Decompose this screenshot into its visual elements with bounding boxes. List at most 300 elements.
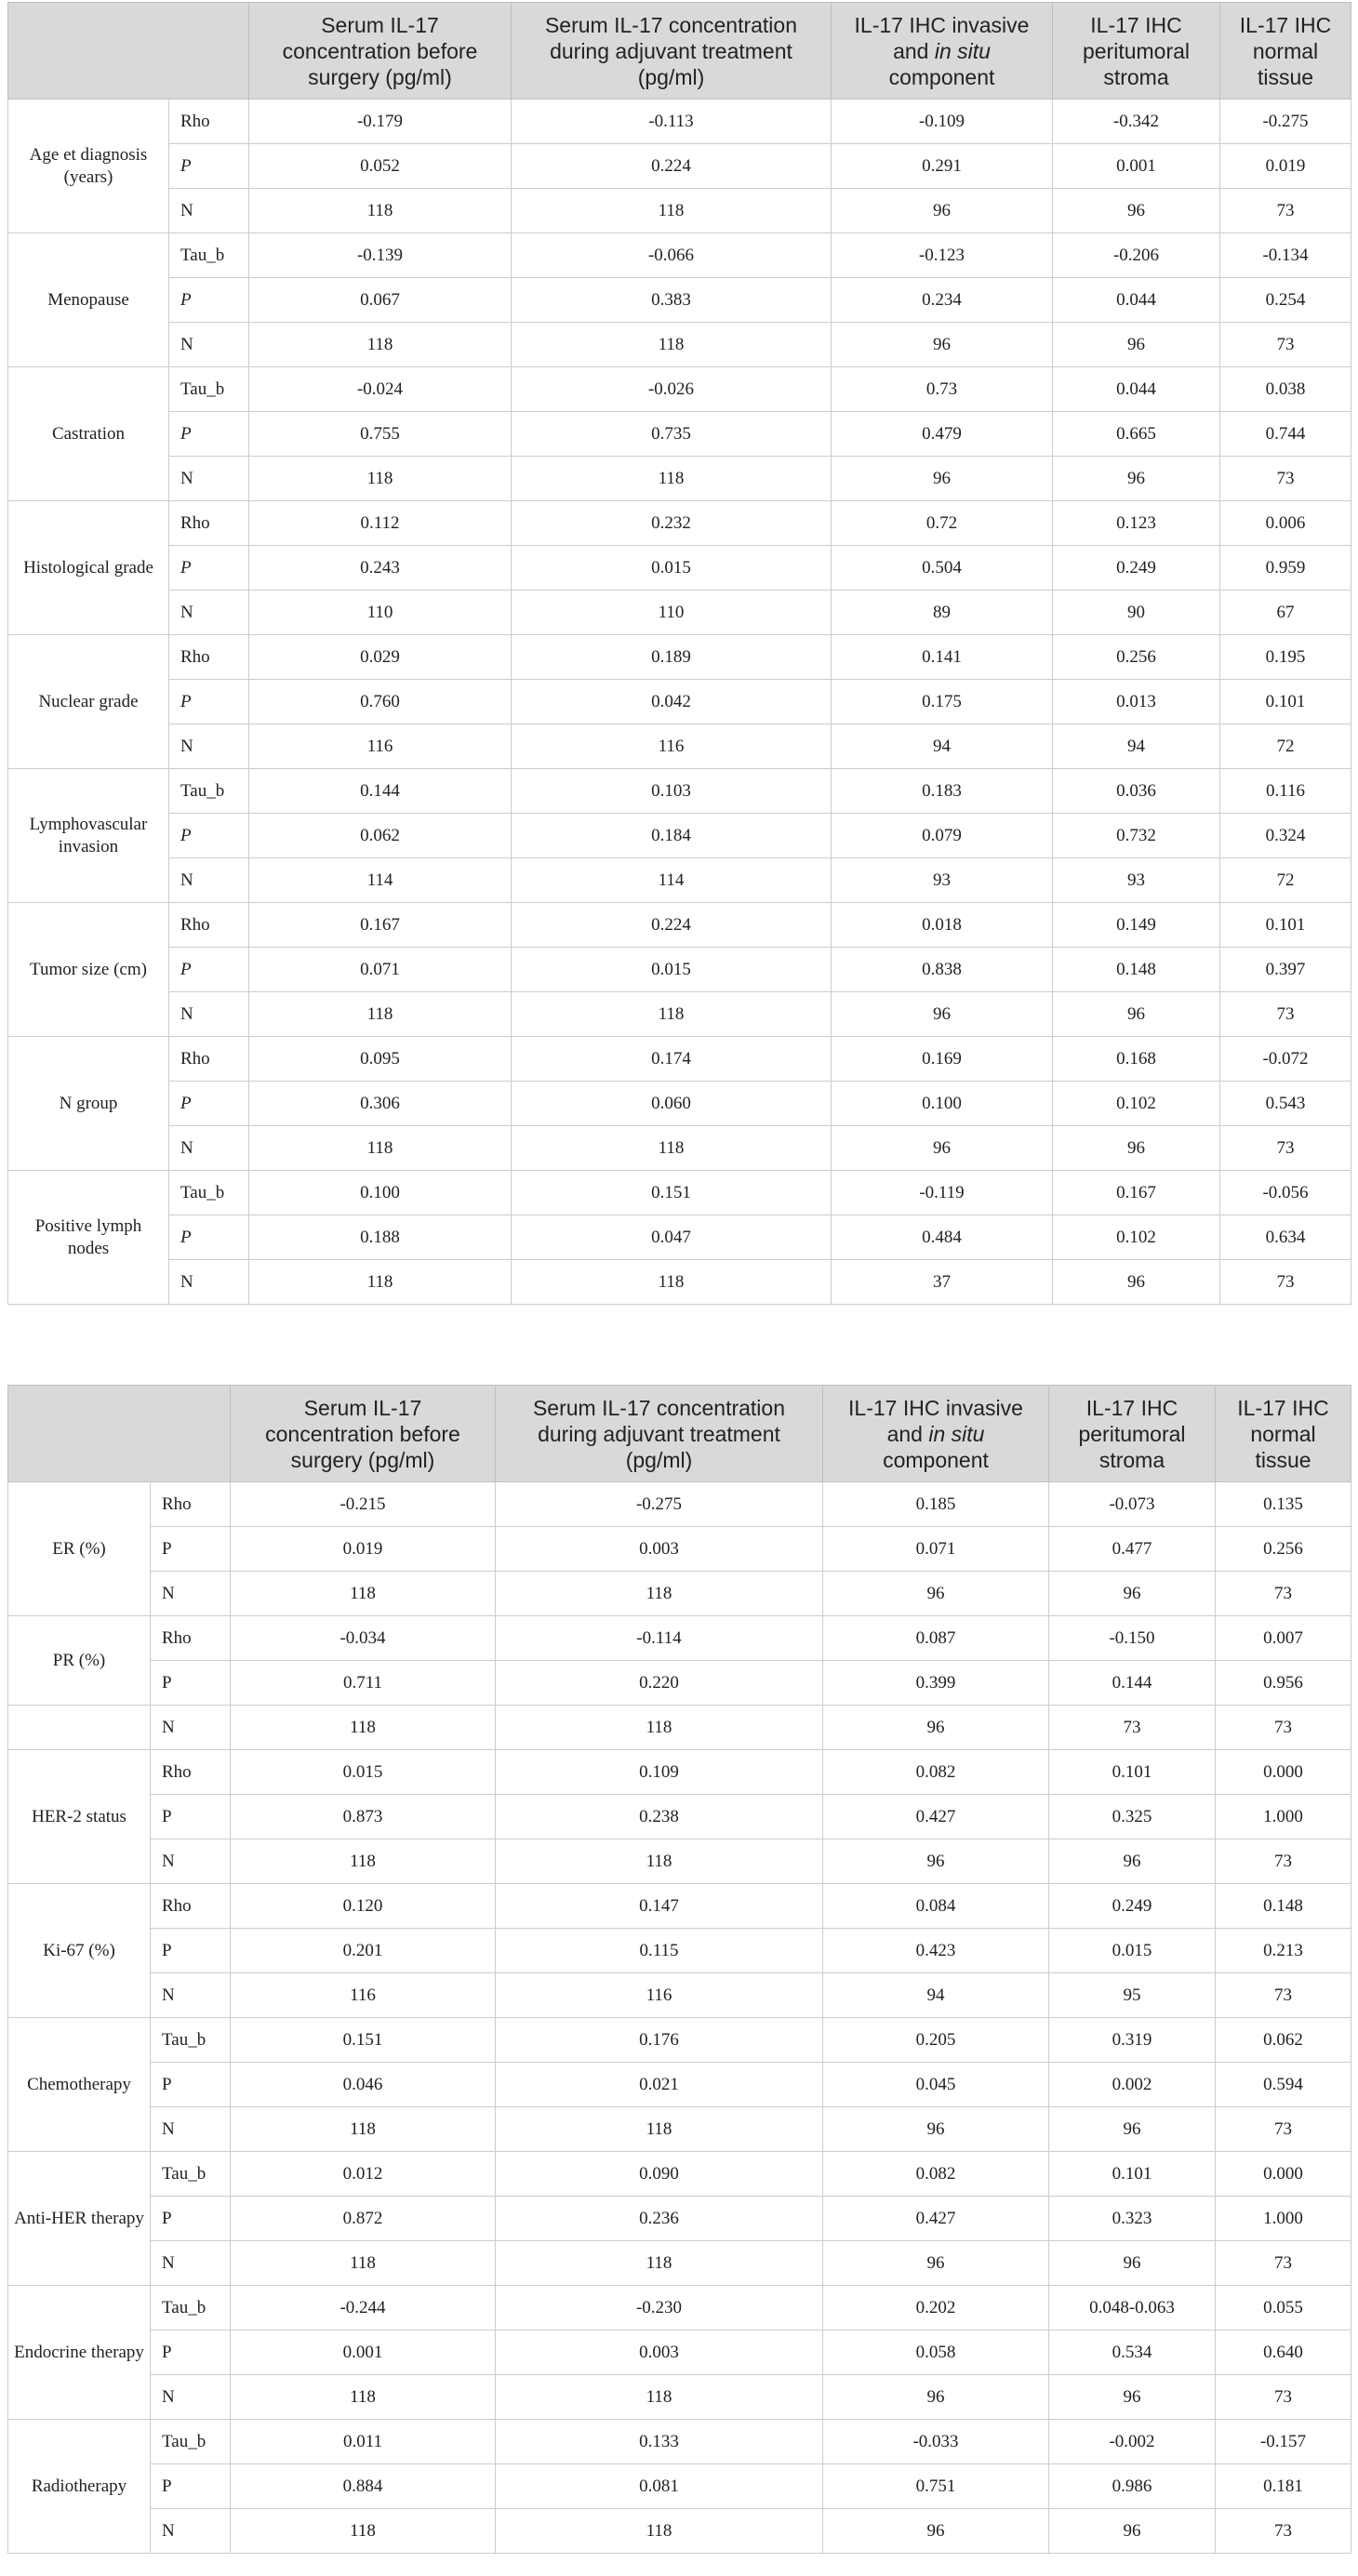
value-cell: 73 xyxy=(1216,2107,1351,2152)
value-cell: 96 xyxy=(823,2375,1049,2420)
value-cell: 0.236 xyxy=(496,2197,823,2241)
table-row xyxy=(8,1082,1351,1126)
column-header: IL-17 IHC normal tissue xyxy=(1220,3,1351,100)
value-cell: 0.018 xyxy=(832,903,1053,948)
value-cell: 0.095 xyxy=(249,1037,512,1082)
stat-label: Rho xyxy=(169,501,249,546)
value-cell: -0.034 xyxy=(231,1616,496,1661)
value-cell: 96 xyxy=(832,992,1053,1037)
value-cell: 116 xyxy=(249,724,512,769)
value-cell: 0.167 xyxy=(1053,1171,1220,1215)
value-cell: 0.872 xyxy=(231,2197,496,2241)
value-cell: 0.006 xyxy=(1220,501,1351,546)
table-row xyxy=(8,412,1351,457)
value-cell: 0.168 xyxy=(1053,1037,1220,1082)
value-cell: 0.234 xyxy=(832,278,1053,323)
value-cell: 118 xyxy=(249,323,512,367)
value-cell: 0.101 xyxy=(1220,903,1351,948)
value-cell: 0.873 xyxy=(231,1795,496,1839)
table-row xyxy=(8,1973,1351,2018)
value-cell: 73 xyxy=(1216,1973,1351,2018)
value-cell: 73 xyxy=(1049,1706,1216,1750)
value-cell: 0.534 xyxy=(1049,2330,1216,2375)
value-cell: 118 xyxy=(512,1126,832,1171)
value-cell: -0.139 xyxy=(249,233,512,278)
value-cell: 0.102 xyxy=(1053,1082,1220,1126)
value-cell: -0.275 xyxy=(496,1482,823,1527)
value-cell: 118 xyxy=(249,1126,512,1171)
value-cell: 0.185 xyxy=(823,1482,1049,1527)
table-row xyxy=(8,278,1351,323)
in-situ-italic: in situ xyxy=(928,1421,985,1446)
value-cell: -0.123 xyxy=(832,233,1053,278)
value-cell: 0.120 xyxy=(231,1884,496,1929)
value-cell: 118 xyxy=(249,992,512,1037)
value-cell: 118 xyxy=(231,2241,496,2286)
stat-label: N xyxy=(151,2375,231,2420)
table-row xyxy=(8,2420,1351,2464)
value-cell: -0.026 xyxy=(512,367,832,412)
value-cell: 118 xyxy=(496,1839,823,1884)
value-cell: 96 xyxy=(823,2241,1049,2286)
value-cell: 0.634 xyxy=(1220,1215,1351,1260)
value-cell: 0.084 xyxy=(823,1884,1049,1929)
value-cell: 96 xyxy=(823,1706,1049,1750)
value-cell: 0.383 xyxy=(512,278,832,323)
value-cell: 118 xyxy=(496,2509,823,2554)
value-cell: 0.232 xyxy=(512,501,832,546)
row-group-label: Menopause xyxy=(8,233,169,367)
value-cell: 72 xyxy=(1220,724,1351,769)
value-cell: 0.141 xyxy=(832,635,1053,680)
value-cell: 0.256 xyxy=(1216,1527,1351,1572)
value-cell: -0.134 xyxy=(1220,233,1351,278)
table-row xyxy=(8,1929,1351,1973)
value-cell: 96 xyxy=(1053,1260,1220,1305)
value-cell: 0.594 xyxy=(1216,2063,1351,2107)
value-cell: 0.224 xyxy=(512,903,832,948)
value-cell: 0.011 xyxy=(231,2420,496,2464)
table-row xyxy=(8,546,1351,591)
row-group-label: Age et diagnosis (years) xyxy=(8,100,169,233)
value-cell: 0.640 xyxy=(1216,2330,1351,2375)
value-cell: 0.397 xyxy=(1220,948,1351,992)
value-cell: 0.087 xyxy=(823,1616,1049,1661)
table-row xyxy=(8,1572,1351,1616)
value-cell: 0.015 xyxy=(512,948,832,992)
table-2-header-row xyxy=(8,1386,1351,1482)
value-cell: 0.213 xyxy=(1216,1929,1351,1973)
stat-label: P xyxy=(151,2464,231,2509)
value-cell: 0.423 xyxy=(823,1929,1049,1973)
value-cell: 96 xyxy=(1053,457,1220,501)
value-cell: 96 xyxy=(832,189,1053,233)
value-cell: 0.071 xyxy=(823,1527,1049,1572)
table-row xyxy=(8,457,1351,501)
value-cell: 0.019 xyxy=(231,1527,496,1572)
value-cell: 0.986 xyxy=(1049,2464,1216,2509)
value-cell: 0.058 xyxy=(823,2330,1049,2375)
table-row xyxy=(8,2286,1351,2330)
stat-label: N xyxy=(151,2509,231,2554)
value-cell: -0.066 xyxy=(512,233,832,278)
value-cell: 0.319 xyxy=(1049,2018,1216,2063)
value-cell: 96 xyxy=(1053,323,1220,367)
table-row xyxy=(8,2063,1351,2107)
value-cell: 118 xyxy=(496,2375,823,2420)
table-row xyxy=(8,2464,1351,2509)
value-cell: 93 xyxy=(1053,858,1220,903)
stat-label: Tau_b xyxy=(169,769,249,814)
stat-label: N xyxy=(169,189,249,233)
value-cell: 96 xyxy=(1053,992,1220,1037)
row-group-label: PR (%) xyxy=(8,1616,151,1706)
value-cell: 118 xyxy=(496,2107,823,2152)
value-cell: 110 xyxy=(512,591,832,635)
stat-label: P xyxy=(151,1661,231,1706)
value-cell: -0.114 xyxy=(496,1616,823,1661)
table-row xyxy=(8,2018,1351,2063)
value-cell: 0.055 xyxy=(1216,2286,1351,2330)
value-cell: 0.838 xyxy=(832,948,1053,992)
value-cell: 0.427 xyxy=(823,1795,1049,1839)
value-cell: 116 xyxy=(496,1973,823,2018)
value-cell: 0.149 xyxy=(1053,903,1220,948)
table-row xyxy=(8,100,1351,144)
table-row xyxy=(8,635,1351,680)
table-2-body xyxy=(8,1482,1351,2554)
value-cell: 0.101 xyxy=(1220,680,1351,724)
table-1-header-row xyxy=(8,3,1351,100)
value-cell: 0.183 xyxy=(832,769,1053,814)
value-cell: 118 xyxy=(249,189,512,233)
value-cell: 0.015 xyxy=(231,1750,496,1795)
column-header: IL-17 IHC normal tissue xyxy=(1216,1386,1351,1482)
value-cell: 0.062 xyxy=(1216,2018,1351,2063)
stat-label: P xyxy=(151,1527,231,1572)
corner-header xyxy=(8,1386,231,1482)
value-cell: 118 xyxy=(231,2509,496,2554)
value-cell: 0.109 xyxy=(496,1750,823,1795)
stat-label: P xyxy=(169,278,249,323)
stat-label: Rho xyxy=(169,635,249,680)
table-row xyxy=(8,1839,1351,1884)
table-row xyxy=(8,769,1351,814)
column-header: Serum IL-17 concentration during adjuvant treatment (pg/ml) xyxy=(512,3,832,100)
row-group-label: Endocrine therapy xyxy=(8,2286,151,2420)
value-cell: 93 xyxy=(832,858,1053,903)
value-cell: 0.220 xyxy=(496,1661,823,1706)
column-header: IL-17 IHC invasive and in situ component xyxy=(832,3,1053,100)
value-cell: 0.015 xyxy=(512,546,832,591)
value-cell: 73 xyxy=(1216,2375,1351,2420)
table-row xyxy=(8,2241,1351,2286)
value-cell: 0.044 xyxy=(1053,367,1220,412)
stat-label: Rho xyxy=(151,1482,231,1527)
value-cell: 0.019 xyxy=(1220,144,1351,189)
value-cell: 0.249 xyxy=(1049,1884,1216,1929)
value-cell: 0.195 xyxy=(1220,635,1351,680)
value-cell: 0.021 xyxy=(496,2063,823,2107)
value-cell: 0.062 xyxy=(249,814,512,858)
table-row xyxy=(8,1706,1351,1750)
value-cell: -0.119 xyxy=(832,1171,1053,1215)
value-cell: 0.100 xyxy=(832,1082,1053,1126)
value-cell: 0.012 xyxy=(231,2152,496,2197)
value-cell: 0.115 xyxy=(496,1929,823,1973)
table-row xyxy=(8,1171,1351,1215)
table-row xyxy=(8,2107,1351,2152)
value-cell: 0.038 xyxy=(1220,367,1351,412)
value-cell: 0.103 xyxy=(512,769,832,814)
stat-label: P xyxy=(169,412,249,457)
row-group-label: Radiotherapy xyxy=(8,2420,151,2554)
value-cell: 96 xyxy=(1049,1572,1216,1616)
value-cell: 73 xyxy=(1220,1126,1351,1171)
table-row xyxy=(8,992,1351,1037)
value-cell: 1.000 xyxy=(1216,2197,1351,2241)
value-cell: 0.254 xyxy=(1220,278,1351,323)
value-cell: 73 xyxy=(1216,1572,1351,1616)
value-cell: 96 xyxy=(823,2107,1049,2152)
stat-label: N xyxy=(169,858,249,903)
value-cell: 0.543 xyxy=(1220,1082,1351,1126)
stat-label: Tau_b xyxy=(169,367,249,412)
value-cell: -0.244 xyxy=(231,2286,496,2330)
table-row xyxy=(8,814,1351,858)
value-cell: 0.188 xyxy=(249,1215,512,1260)
value-cell: -0.342 xyxy=(1053,100,1220,144)
value-cell: 0.046 xyxy=(231,2063,496,2107)
value-cell: 0.079 xyxy=(832,814,1053,858)
value-cell: 0.100 xyxy=(249,1171,512,1215)
table-2 xyxy=(7,1385,1351,2554)
table-row xyxy=(8,1616,1351,1661)
value-cell: 96 xyxy=(1053,1126,1220,1171)
value-cell: 0.067 xyxy=(249,278,512,323)
value-cell: 0.711 xyxy=(231,1661,496,1706)
stat-label: P xyxy=(169,1215,249,1260)
row-group-label: Positive lymph nodes xyxy=(8,1171,169,1305)
table-row xyxy=(8,144,1351,189)
row-group-label: HER-2 status xyxy=(8,1750,151,1884)
stat-label: P xyxy=(169,1082,249,1126)
value-cell: 0.176 xyxy=(496,2018,823,2063)
value-cell: 0.112 xyxy=(249,501,512,546)
table-row xyxy=(8,948,1351,992)
value-cell: -0.109 xyxy=(832,100,1053,144)
value-cell: 0.101 xyxy=(1049,2152,1216,2197)
stat-label: N xyxy=(169,992,249,1037)
value-cell: 0.732 xyxy=(1053,814,1220,858)
value-cell: 73 xyxy=(1220,457,1351,501)
value-cell: 96 xyxy=(832,1126,1053,1171)
value-cell: 96 xyxy=(1049,2375,1216,2420)
value-cell: 118 xyxy=(249,1260,512,1305)
value-cell: 0.169 xyxy=(832,1037,1053,1082)
value-cell: 0.001 xyxy=(1053,144,1220,189)
value-cell: 0.144 xyxy=(249,769,512,814)
value-cell: 0.184 xyxy=(512,814,832,858)
value-cell: -0.230 xyxy=(496,2286,823,2330)
in-situ-italic: in situ xyxy=(934,38,991,63)
stat-label: N xyxy=(169,457,249,501)
value-cell: 96 xyxy=(823,1572,1049,1616)
row-group-label: Chemotherapy xyxy=(8,2018,151,2152)
corner-header xyxy=(8,3,249,100)
table-row xyxy=(8,1037,1351,1082)
value-cell: 0.175 xyxy=(832,680,1053,724)
value-cell: 0.324 xyxy=(1220,814,1351,858)
stat-label: Rho xyxy=(151,1884,231,1929)
stat-label: Tau_b xyxy=(169,1171,249,1215)
value-cell: 118 xyxy=(231,1839,496,1884)
stat-label: P xyxy=(169,680,249,724)
value-cell: -0.113 xyxy=(512,100,832,144)
value-cell: -0.033 xyxy=(823,2420,1049,2464)
value-cell: 0.479 xyxy=(832,412,1053,457)
value-cell: 73 xyxy=(1220,992,1351,1037)
value-cell: 116 xyxy=(231,1973,496,2018)
stat-label: N xyxy=(151,1839,231,1884)
table-1 xyxy=(7,2,1351,1305)
value-cell: 0.399 xyxy=(823,1661,1049,1706)
value-cell: 0.201 xyxy=(231,1929,496,1973)
value-cell: 0.291 xyxy=(832,144,1053,189)
column-header: IL-17 IHC peritumoral stroma xyxy=(1053,3,1220,100)
table-row xyxy=(8,1661,1351,1706)
value-cell: 0.956 xyxy=(1216,1661,1351,1706)
value-cell: 96 xyxy=(832,457,1053,501)
stat-label: Rho xyxy=(169,1037,249,1082)
value-cell: 118 xyxy=(231,2375,496,2420)
table-row xyxy=(8,591,1351,635)
value-cell: 0.007 xyxy=(1216,1616,1351,1661)
table-row xyxy=(8,1795,1351,1839)
column-header: IL-17 IHC peritumoral stroma xyxy=(1049,1386,1216,1482)
value-cell: 0.238 xyxy=(496,1795,823,1839)
value-cell: 0.323 xyxy=(1049,2197,1216,2241)
value-cell: 95 xyxy=(1049,1973,1216,2018)
value-cell: -0.275 xyxy=(1220,100,1351,144)
value-cell: 89 xyxy=(832,591,1053,635)
stat-label: P xyxy=(169,144,249,189)
stat-label: N xyxy=(151,2107,231,2152)
value-cell: 0.003 xyxy=(496,2330,823,2375)
table-row xyxy=(8,2330,1351,2375)
column-header: Serum IL-17 concentration before surgery (pg/ml) xyxy=(249,3,512,100)
stat-label: Rho xyxy=(169,903,249,948)
value-cell: 96 xyxy=(823,1839,1049,1884)
value-cell: 0.181 xyxy=(1216,2464,1351,2509)
value-cell: -0.056 xyxy=(1220,1171,1351,1215)
table-row xyxy=(8,1260,1351,1305)
value-cell: -0.179 xyxy=(249,100,512,144)
value-cell: 0.052 xyxy=(249,144,512,189)
value-cell: 0.082 xyxy=(823,2152,1049,2197)
row-group-label: Castration xyxy=(8,367,169,501)
value-cell: 0.477 xyxy=(1049,1527,1216,1572)
value-cell: 96 xyxy=(1049,2241,1216,2286)
value-cell: 0.735 xyxy=(512,412,832,457)
stat-label: N xyxy=(169,1260,249,1305)
value-cell: 118 xyxy=(512,992,832,1037)
value-cell: 118 xyxy=(512,189,832,233)
row-group-label: Anti-HER therapy xyxy=(8,2152,151,2286)
value-cell: -0.002 xyxy=(1049,2420,1216,2464)
row-group-label: ER (%) xyxy=(8,1482,151,1616)
value-cell: -0.150 xyxy=(1049,1616,1216,1661)
value-cell: 0.144 xyxy=(1049,1661,1216,1706)
value-cell: 0.151 xyxy=(231,2018,496,2063)
stat-label: P xyxy=(151,1795,231,1839)
value-cell: 96 xyxy=(1053,189,1220,233)
value-cell: 0.082 xyxy=(823,1750,1049,1795)
value-cell: 0.306 xyxy=(249,1082,512,1126)
value-cell: -0.206 xyxy=(1053,233,1220,278)
stat-label: N xyxy=(169,1126,249,1171)
stat-label: N xyxy=(169,323,249,367)
value-cell: 96 xyxy=(1049,2509,1216,2554)
value-cell: 0.116 xyxy=(1220,769,1351,814)
value-cell: -0.024 xyxy=(249,367,512,412)
table-row xyxy=(8,2197,1351,2241)
table-row xyxy=(8,724,1351,769)
value-cell: 73 xyxy=(1220,1260,1351,1305)
value-cell: -0.157 xyxy=(1216,2420,1351,2464)
value-cell: 0.060 xyxy=(512,1082,832,1126)
value-cell: 94 xyxy=(832,724,1053,769)
value-cell: 0.751 xyxy=(823,2464,1049,2509)
value-cell: 0.102 xyxy=(1053,1215,1220,1260)
stat-label: P xyxy=(151,1929,231,1973)
table-row xyxy=(8,1527,1351,1572)
value-cell: 37 xyxy=(832,1260,1053,1305)
value-cell: 0.959 xyxy=(1220,546,1351,591)
table-row xyxy=(8,189,1351,233)
value-cell: 72 xyxy=(1220,858,1351,903)
table-row xyxy=(8,501,1351,546)
value-cell: 0.174 xyxy=(512,1037,832,1082)
value-cell: 94 xyxy=(823,1973,1049,2018)
value-cell: 0.029 xyxy=(249,635,512,680)
value-cell: 0.147 xyxy=(496,1884,823,1929)
value-cell: 0.884 xyxy=(231,2464,496,2509)
value-cell: 73 xyxy=(1216,2509,1351,2554)
stat-label: P xyxy=(151,2063,231,2107)
value-cell: 0.000 xyxy=(1216,2152,1351,2197)
value-cell: 0.243 xyxy=(249,546,512,591)
value-cell: 96 xyxy=(1049,1839,1216,1884)
stat-label: Tau_b xyxy=(151,2420,231,2464)
value-cell: 114 xyxy=(512,858,832,903)
value-cell: 73 xyxy=(1220,189,1351,233)
value-cell: 110 xyxy=(249,591,512,635)
value-cell: 1.000 xyxy=(1216,1795,1351,1839)
value-cell: 0.148 xyxy=(1053,948,1220,992)
stat-label: N xyxy=(169,724,249,769)
stat-label: N xyxy=(151,1572,231,1616)
value-cell: 118 xyxy=(496,1572,823,1616)
value-cell: 0.081 xyxy=(496,2464,823,2509)
table-row xyxy=(8,367,1351,412)
stat-label: Tau_b xyxy=(151,2018,231,2063)
value-cell: 0.045 xyxy=(823,2063,1049,2107)
row-group-label: Nuclear grade xyxy=(8,635,169,769)
table-row xyxy=(8,1126,1351,1171)
column-header: IL-17 IHC invasive and in situ component xyxy=(823,1386,1049,1482)
stat-label: Tau_b xyxy=(169,233,249,278)
